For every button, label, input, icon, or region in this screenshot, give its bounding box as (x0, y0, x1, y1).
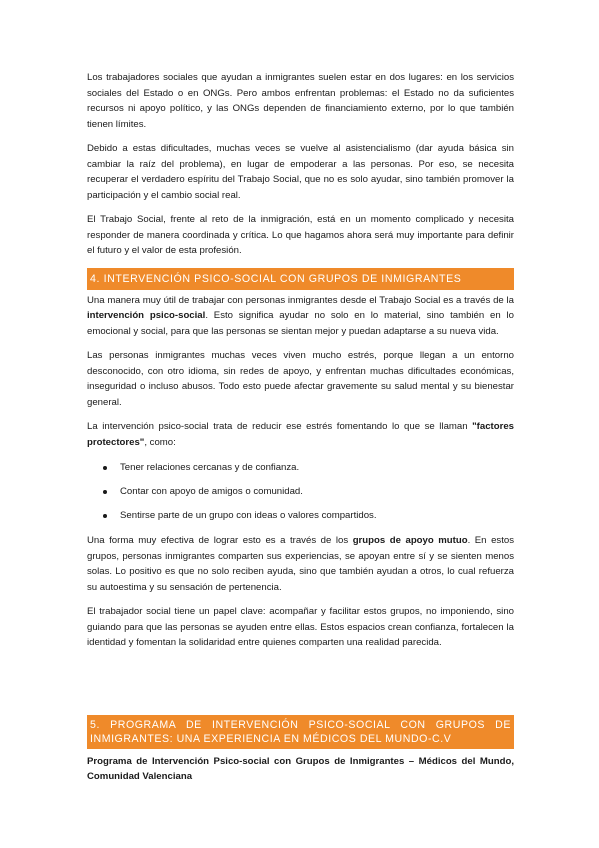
paragraph-mutual-support-groups (87, 533, 514, 595)
list-item-text: Contar con apoyo de amigos o comunidad. (120, 486, 303, 497)
paragraph-protective-factors (87, 419, 514, 450)
program-title: Programa de Intervención Psico-social con Grupos de Inmigrantes – Médicos del Mundo, Comunidad Valenciana (87, 755, 514, 782)
bullet-icon (103, 514, 107, 518)
list-item (87, 460, 514, 476)
text-run: La intervención psico-social trata de reducir ese estrés fomentando lo que se llaman (87, 421, 473, 432)
text-run: Una manera muy útil de trabajar con personas inmigrantes desde el Trabajo Social es a través de la (87, 294, 514, 306)
list-item (87, 508, 514, 524)
text-run: . Esto significa ayudar no solo en lo material, sino también en lo emocional y social, para que las personas se sientan mejor y puedan adaptarse a su nueva vida. (87, 310, 514, 337)
protective-factors-list (87, 460, 514, 524)
text-run: , como: (144, 436, 176, 448)
text-run: . En estos grupos, personas inmigrantes comparten sus experiencias, se apoyan entre sí y se sienten menos solas. Lo positivo es que no solo reciben ayuda, sino que también ayudan a otros, lo cual refuerza su autoestima y su sensación de pertenencia. (87, 535, 514, 593)
bold-term-factores: "factores protectores" (87, 421, 514, 448)
bold-term-grupos: grupos de apoyo mutuo (352, 535, 468, 546)
list-item-text: Tener relaciones cercanas y de confianza. (120, 462, 300, 473)
list-item-text: Sentirse parte de un grupo con ideas o valores compartidos. (120, 510, 377, 521)
bullet-icon (103, 466, 107, 470)
paragraph-social-work-challenge: El Trabajo Social, frente al reto de la inmigración, está en un momento complicado y necesita responder de manera coordinada y crítica. Lo que hagamos ahora será muy importante para definir el futuro y el valor de esta profesión. (87, 214, 514, 256)
section-heading-4: 4. INTERVENCIÓN PSICO-SOCIAL CON GRUPOS DE INMIGRANTES (87, 268, 514, 290)
document-page (87, 70, 514, 785)
list-item (87, 484, 514, 500)
paragraph-social-workers-locations: Los trabajadores sociales que ayudan a inmigrantes suelen estar en dos lugares: en los servicios sociales del Estado o en ONGs. Pero ambos enfrentan problemas: el Estado no da suficientes recursos ni apoyo político, y las ONGs dependen de financiamiento externo, por lo que también tienen límites. (87, 72, 514, 130)
text-run: Una forma muy efectiva de lograr esto es a través de los (87, 535, 353, 546)
paragraph-psychosocial-intro (87, 293, 514, 340)
bold-term-intervencion: intervención psico-social (87, 310, 206, 321)
paragraph-social-worker-role: El trabajador social tiene un papel clave: acompañar y facilitar estos grupos, no imponiendo, sino guiando para que las personas se ayuden entre ellas. Estos espacios crean confianza, fortalecen la identidad y fomentan la solidaridad entre quienes comparten una realidad parecida. (87, 606, 514, 648)
bullet-icon (103, 490, 107, 494)
paragraph-immigrant-stress: Las personas inmigrantes muchas veces viven mucho estrés, porque llegan a un entorno desconocido, con otro idioma, sin redes de apoyo, y enfrentan muchas dificultades económicas, inseguridad o incluso abusos. Todo esto puede afectar gravemente su salud mental y su bienestar general. (87, 350, 514, 408)
section-heading-5: 5. PROGRAMA DE INTERVENCIÓN PSICO-SOCIAL CON GRUPOS DE INMIGRANTES: UNA EXPERIENCIA EN MÉDICOS DEL MUNDO-C.V (87, 715, 514, 749)
paragraph-asistencialismo: Debido a estas dificultades, muchas veces se vuelve al asistencialismo (dar ayuda básica sin cambiar la raíz del problema), en lugar de empoderar a las personas. Por eso, se necesita recuperar el verdadero espíritu del Trabajo Social, que no es solo ayudar, sino también promover la participación y el cambio social real. (87, 143, 514, 201)
